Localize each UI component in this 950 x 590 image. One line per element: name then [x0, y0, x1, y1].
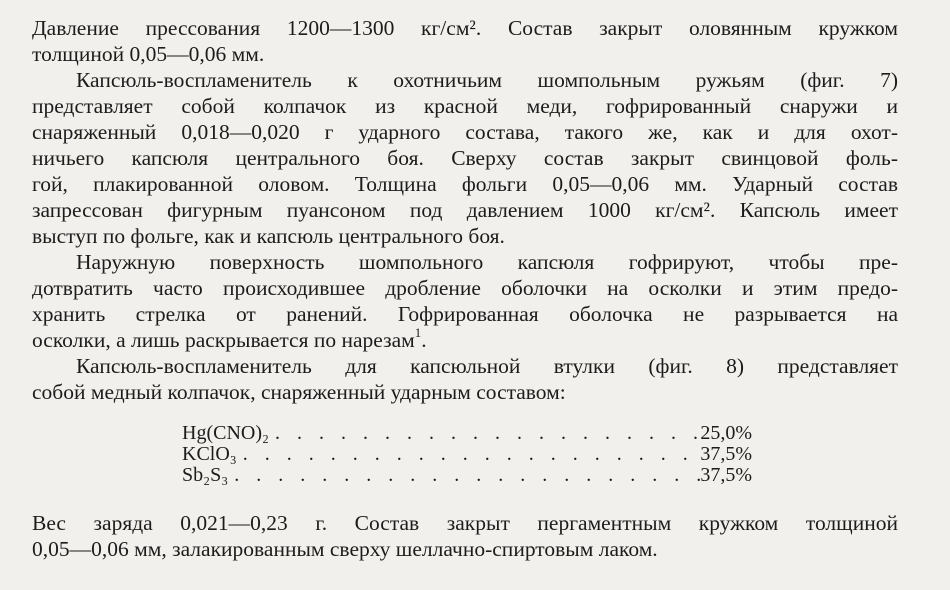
- text-line: толщиной 0,05—0,06 мм.: [32, 42, 265, 66]
- composition-row: [182, 465, 752, 486]
- footnote-marker: 1: [414, 326, 422, 340]
- text-fragment: осколки, а лишь раскрывается по нарезам: [32, 328, 415, 352]
- paragraph-corrugation: [32, 249, 898, 353]
- text-line: 0,05—0,06 мм, залакированным сверху шеллачно-спиртовым лаком.: [32, 537, 658, 561]
- text-line: выступ по фольге, как и капсюль центрального боя.: [32, 224, 505, 248]
- leader-dots: [228, 465, 700, 486]
- document-text: [32, 15, 898, 562]
- paragraph-sleeve-primer: [32, 353, 898, 405]
- text-line: ничьего капсюля центрального боя. Сверху состав закрыт свинцовой фоль-: [32, 146, 898, 170]
- leader-dots: [269, 423, 700, 444]
- text-line: представляет собой колпачок из красной меди, гофрированный снаружи и: [32, 94, 898, 118]
- text-line: снаряженный 0,018—0,020 г ударного состава, такого же, как и для охот-: [32, 120, 898, 144]
- text-line: дотвратить часто происходившее дробление оболочки на осколки и этим предо-: [32, 276, 898, 300]
- text-fragment: .: [421, 328, 427, 352]
- paragraph-charge-weight: [32, 510, 898, 562]
- composition-formula: KClO₃: [182, 443, 237, 465]
- text-line: Вес заряда 0,021—0,23 г. Состав закрыт пергаментным кружком толщиной: [32, 511, 898, 535]
- text-line: гой, плакированной оловом. Толщина фольги 0,05—0,06 мм. Ударный состав: [32, 172, 898, 196]
- leader-dots: [237, 444, 701, 465]
- composition-formula: Hg(CNO)₂: [182, 422, 269, 444]
- text-line: Наружную поверхность шомпольного капсюля гофрируют, чтобы пре-: [76, 250, 898, 274]
- composition-table: [182, 423, 752, 486]
- text-line: хранить стрелка от ранений. Гофрированная оболочка не разрывается на: [32, 302, 898, 326]
- text-line: запрессован фигурным пуансоном под давлением 1000 кг/см². Капсюль имеет: [32, 198, 898, 222]
- paragraph-pressing: [32, 15, 898, 67]
- composition-row: [182, 444, 752, 465]
- composition-row: [182, 423, 752, 444]
- text-line: Давление прессования 1200—1300 кг/см². Состав закрыт оловянным кружком: [32, 16, 898, 40]
- text-line: собой медный колпачок, снаряженный ударным составом:: [32, 380, 566, 404]
- text-line: Капсюль-воспламенитель к охотничьим шомпольным ружьям (фиг. 7): [76, 68, 898, 92]
- composition-value: 25,0%: [700, 422, 752, 444]
- composition-value: 37,5%: [700, 464, 752, 486]
- composition-value: 37,5%: [700, 443, 752, 465]
- paragraph-shotgun-primer: [32, 67, 898, 249]
- text-line: [32, 327, 898, 353]
- composition-formula: Sb₂S₃: [182, 464, 229, 486]
- text-line: Капсюль-воспламенитель для капсюльной втулки (фиг. 8) представляет: [76, 354, 898, 378]
